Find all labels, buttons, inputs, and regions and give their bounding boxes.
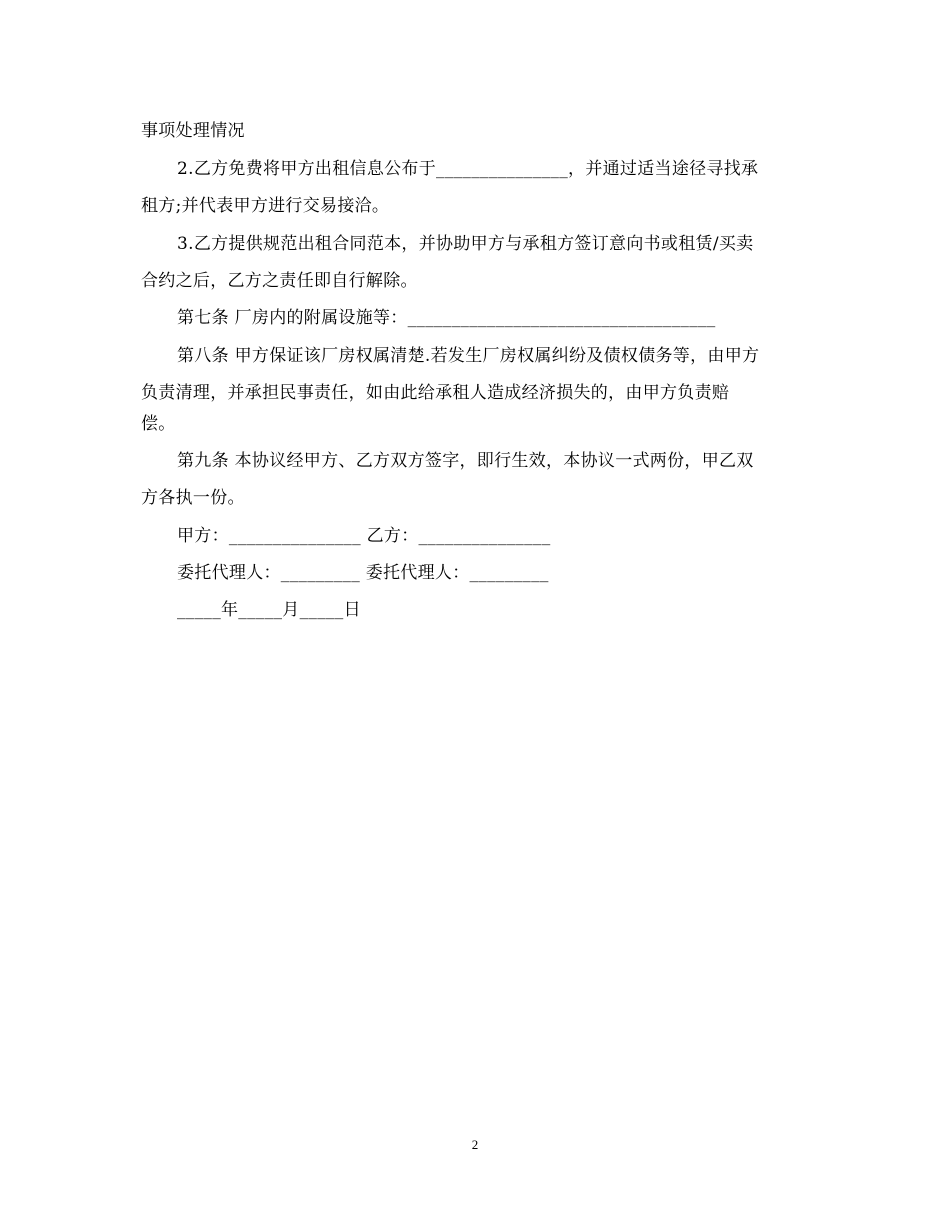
text-line-article-7: 第七条 厂房内的附属设施等：___________________________________ (177, 308, 716, 328)
text-line-article-8-middle: 负责清理，并承担民事责任，如由此给承租人造成经济损失的，由甲方负责赔 (141, 383, 730, 403)
text-line-clause-3-start: 3.乙方提供规范出租合同范本，并协助甲方与承租方签订意向书或租赁/买卖 (177, 234, 754, 254)
page-number: 2 (471, 1137, 479, 1152)
date-line: _____年_____月_____日 (177, 600, 361, 620)
text-line-article-8-start: 第八条 甲方保证该厂房权属清楚.若发生厂房权属纠纷及债权债务等，由甲方 (177, 346, 760, 366)
agent-signature-line: 委托代理人：_________ 委托代理人：_________ (177, 563, 549, 583)
text-line-clause-2-start: 2.乙方免费将甲方出租信息公布于_______________，并通过适当途径寻找承 (177, 159, 759, 179)
text-line-article-9-end: 方各执一份。 (141, 488, 245, 508)
text-line-article-9-start: 第九条 本协议经甲方、乙方双方签字，即行生效，本协议一式两份，甲乙双 (177, 451, 754, 471)
text-line-clause-2-end: 租方;并代表甲方进行交易接洽。 (141, 196, 390, 216)
text-line-article-8-end: 偿。 (141, 414, 176, 434)
text-line-matters-handling: 事项处理情况 (141, 121, 245, 141)
text-line-clause-3-end: 合约之后，乙方之责任即自行解除。 (141, 271, 418, 291)
signature-parties-line: 甲方：_______________ 乙方：_______________ (177, 526, 551, 546)
